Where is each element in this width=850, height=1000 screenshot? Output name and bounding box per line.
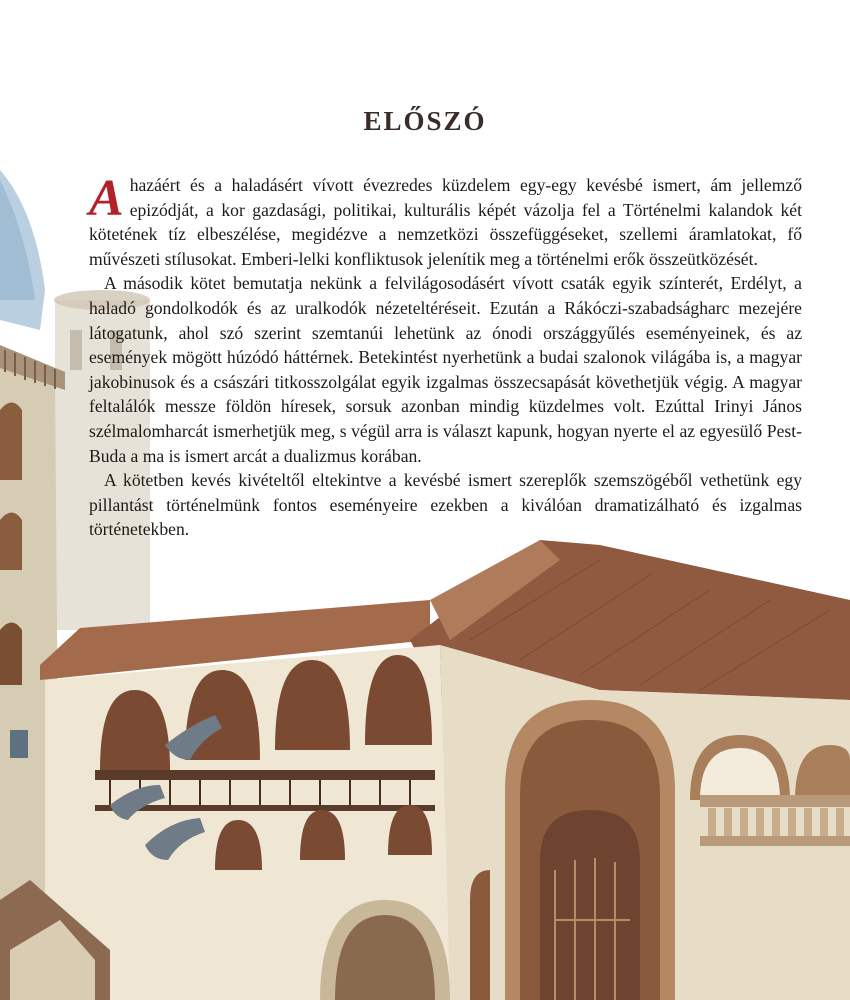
preface-text [89, 170, 802, 542]
drop-cap: A [89, 170, 124, 227]
page-title: ELŐSZÓ [363, 106, 487, 136]
paragraph-1 [89, 170, 802, 271]
paragraph-2: A második kötet bemutatja nekünk a felvilágosodásért vívott csaták egyik színterét, Erdélyt, a haladó gondolkodók és az uralkodók nézeteltéréseit. Ezután a Rákóczi-szabadságharc mezejére látogatunk, ahol szó szerint szemtanúi lehetünk az ónodi országgyűlés eseményeinek, és az események mögött húzódó háttérnek. Betekintést nyerhetünk a budai szalonok világába is, a magyar jakobinusok és a császári titkosszolgálat egyik izgalmas összecsapását követhetjük végig. A magyar feltalálók messze földön híresek, sorsuk azonban mindig küzdelmes volt. Ezúttal Irinyi János szélmalomharcát ismerhetjük meg, s végül arra is választ kapunk, hogyan nyerte el az egyesülő Pest-Buda a ma is ismert arcát a dualizmus korában. [89, 273, 802, 466]
paragraph-3: A kötetben kevés kivételtől eltekintve a kevésbé ismert szereplők szemszögéből vethetünk egy pillantást történelmünk fontos eseményeire ezekben a kiválóan dramatizálható és izgalmas történetekben. [89, 470, 802, 540]
paragraph-1-text: hazáért és a haladásért vívott évezredes küzdelem egy-egy kevésbé ismert, ám jellemző epizódját, a kor gazdasági, politikai, kulturális képét vázolja fel a Történelmi kalandok két kötetének tíz elbeszélése, megidézve a nemzetközi összefüggéseket, szellemi áramlatokat, fő művészeti stílusokat. Emberi-lelki konfliktusok jelenítik meg a történelmi erők összeütközését. [89, 175, 802, 269]
